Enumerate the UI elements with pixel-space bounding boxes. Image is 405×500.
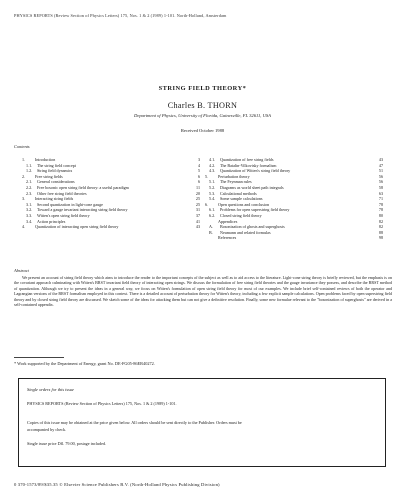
toc-entry-page: 63: [378, 190, 383, 196]
author-name: Charles B. THORN: [167, 101, 238, 110]
toc-entry-number: 5.2.: [209, 184, 216, 190]
abstract-text: We present an account of string field theory which aims to introduce the reader to the important concepts of the subject as well as to aid access to the literature. Light-cone string theory is briefly reviewed, but the emphasis is on the covariant approach culminating with Witten's BRST invariant field theory of interacting open strings. We discuss the formulation of free string field theories and the gauge invariance they possess, and describe the BRST method of quantization. Although we try to present the ideas in a general way, we focus on Witten's formulation of open string field theory for most of our examples. We include brief self-contained reviews of both the operator and Lagrangian versions of the BRST formalism employed in this context. There is a detailed account of perturbation theory for Witten's theory, including a few explicit sample calculations. Open problems faced by open superstring field theory and by closed string field theory are discussed. We sketch some of the ideas for attacking them but can not give a definitive resolution. Finally, some new formulae relevant to the "bosonization of superghosts" are derived in a self-contained appendix.: [14, 275, 392, 308]
toc-entry-title: Action principles: [37, 218, 66, 224]
toc-entry-title: Bosonization of ghosts and superghosts: [220, 224, 285, 230]
toc-entry-title: Problems for open superstring field theory: [220, 207, 290, 213]
toc-entry-page: 80: [378, 212, 383, 218]
toc-entry-number: 2.: [22, 173, 26, 179]
toc-entry-title: References: [218, 235, 237, 241]
toc-entry-page: 78: [378, 207, 383, 213]
toc-entry-title: Witten's open string field theory: [37, 212, 90, 218]
footnote: * Work supported by the Department of Energy, grant No. DE-FG05-86ER40272.: [14, 361, 155, 366]
toc-entry: [205, 235, 383, 241]
toc-entry-page: 82: [378, 218, 383, 224]
footnote-rule: [14, 357, 64, 358]
toc-entry-page: 56: [378, 179, 383, 185]
toc-entry-title: The Batalin-Vilkovisky formalism: [220, 162, 277, 168]
toc-entry-title: Calculational methods: [220, 190, 257, 196]
toc-entry-page: 43: [195, 224, 200, 230]
toc-entry-number: 6.2.: [209, 212, 216, 218]
toc-entry: [22, 224, 200, 230]
toc-entry-title: Free string fields: [35, 173, 63, 179]
order-box-copies-line: Copies of this issue may be obtained at the price given below. All orders should be sent directly to the Publisher. Orders must be: [27, 420, 242, 425]
toc-entry-title: General considerations: [37, 179, 75, 185]
toc-entry-number: 2.3.: [26, 190, 33, 196]
toc-entry-title: Free bosonic open string field theory: a useful paradigm: [37, 184, 129, 190]
toc-entry-number: 4.: [22, 224, 26, 230]
toc-entry-number: A.: [209, 224, 213, 230]
toc-entry-page: 43: [378, 157, 383, 162]
toc-entry-number: 3.1.: [26, 201, 33, 207]
toc-entry-page: 37: [195, 212, 200, 218]
toc-entry-title: The string field concept: [37, 162, 76, 168]
toc-entry-number: 3.2.: [26, 207, 33, 213]
toc-entry-title: Appendices: [218, 218, 238, 224]
toc-entry-number: 4.3.: [209, 168, 216, 174]
toc-entry-number: 6.1.: [209, 207, 216, 213]
toc-entry-number: B.: [209, 229, 213, 235]
contents-heading: Contents: [14, 144, 30, 149]
toc-entry-page: 56: [378, 173, 383, 179]
toc-entry-page: 82: [378, 224, 383, 230]
abstract-heading: Abstract: [14, 268, 29, 273]
toc-entry-page: 6: [197, 173, 200, 179]
toc-entry-page: 31: [195, 207, 200, 213]
toc-right-column: [205, 157, 383, 241]
copyright-line: 0 370-1573/89/$35.35 © Elsevier Science Publishers B.V. (North-Holland Physics Publishing Division): [14, 482, 220, 487]
toc-entry-title: Some sample calculations: [220, 196, 263, 202]
toc-entry-page: 47: [378, 162, 383, 168]
toc-entry-page: 51: [378, 168, 383, 174]
order-info-box: [18, 378, 386, 467]
author-affiliation: Department of Physics, University of Florida, Gainesville, FL 32611, USA: [134, 113, 271, 118]
running-head: PHYSICS REPORTS (Review Section of Physics Letters) 175, Nos. 1 & 2 (1989) 1-101. North-Holland, Amsterdam: [14, 13, 227, 18]
toc-entry-number: 1.2.: [26, 168, 33, 174]
toc-entry-page: 41: [195, 218, 200, 224]
toc-entry-number: 4.2.: [209, 162, 216, 168]
toc-entry-number: 3.: [22, 196, 26, 202]
toc-entry-title: Perturbation theory: [218, 173, 250, 179]
toc-entry-number: 5.1.: [209, 179, 216, 185]
toc-entry-number: 3.3.: [26, 212, 33, 218]
toc-left-column: [22, 157, 200, 230]
toc-entry-title: Toward a gauge invariant interacting string field theory: [37, 207, 128, 213]
toc-entry-number: 1.: [22, 157, 26, 162]
toc-entry-title: The Feynman rules: [220, 179, 252, 185]
toc-entry-number: 2.1.: [26, 179, 33, 185]
toc-entry-title: String field dynamics: [37, 168, 73, 174]
toc-entry-title: Introduction: [35, 157, 56, 162]
toc-entry-page: 5: [197, 168, 200, 174]
toc-entry-title: Other free string field theories: [37, 190, 87, 196]
toc-entry-title: Interacting string fields: [35, 196, 74, 202]
toc-entry-page: 11: [196, 184, 200, 190]
order-box-heading: Single orders for this issue: [27, 387, 74, 392]
order-box-price: Single issue price Dfl. 79.00, postage included.: [27, 441, 107, 446]
toc-entry-page: 25: [195, 196, 200, 202]
toc-entry-number: 4.1.: [209, 157, 216, 162]
toc-entry-title: Quantization of interacting open string field theory: [35, 224, 119, 230]
toc-entry-page: 58: [378, 184, 383, 190]
toc-entry-number: 5.4.: [209, 196, 216, 202]
toc-entry-title: Quantization of free string fields: [220, 157, 274, 162]
order-box-copies-line: accompanied by check.: [27, 427, 67, 432]
toc-entry-page: 78: [378, 201, 383, 207]
toc-entry-number: 5.: [205, 173, 209, 179]
toc-entry-page: 4: [197, 162, 200, 168]
toc-entry-number: 5.3.: [209, 190, 216, 196]
toc-entry-page: 3: [197, 157, 200, 162]
received-date: Received October 1988: [180, 128, 225, 133]
toc-entry-title: Open questions and conclusion: [218, 201, 270, 207]
toc-entry-page: 98: [378, 235, 383, 241]
toc-entry-title: Neumann and related formulas: [220, 229, 271, 235]
toc-entry-number: 2.2.: [26, 184, 33, 190]
toc-entry-page: 6: [197, 179, 200, 185]
toc-entry-page: 88: [378, 229, 383, 235]
toc-entry-title: Quantization of Witten's string field theory: [220, 168, 291, 174]
toc-entry-page: 20: [195, 190, 200, 196]
toc-entry-page: 25: [195, 201, 200, 207]
toc-entry-number: 6.: [205, 201, 209, 207]
toc-entry-number: 3.4.: [26, 218, 33, 224]
article-title: STRING FIELD THEORY*: [158, 85, 247, 92]
toc-entry-title: Closed string field theory: [220, 212, 262, 218]
toc-entry-title: Second quantization in light-cone gauge: [37, 201, 103, 207]
order-box-journal: PHYSICS REPORTS (Review Section of Physics Letters) 175, Nos. 1 & 2 (1989) 1-101.: [27, 401, 177, 406]
toc-entry-page: 71: [378, 196, 383, 202]
toc-entry-title: Diagrams as world sheet path integrals: [220, 184, 284, 190]
toc-entry-number: 1.1.: [26, 162, 33, 168]
